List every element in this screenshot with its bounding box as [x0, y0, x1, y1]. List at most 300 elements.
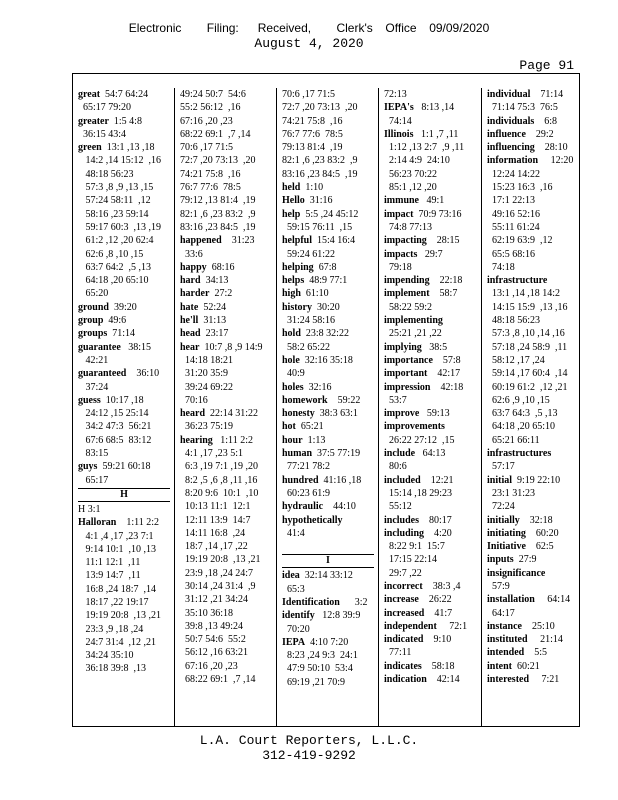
index-entry	[384, 500, 482, 513]
page-line-refs: 38:5	[421, 341, 448, 353]
page-line-refs: 83:16 ,23 84:5 ,19	[180, 221, 256, 233]
index-entry	[282, 447, 379, 460]
page-line-refs: 57:18 ,24 58:9 ,11	[487, 341, 568, 353]
page-line-refs: 1:11 2:2	[212, 434, 253, 446]
index-entry	[487, 341, 585, 354]
page-line-refs: 7:21	[529, 674, 560, 686]
index-word: ground	[78, 301, 109, 313]
index-entry	[78, 301, 178, 314]
index-word: immune	[384, 195, 419, 207]
page-line-refs: 39:24 69:22	[180, 381, 234, 393]
page-line-refs: 82:1 ,6 ,23 83:2 ,9	[180, 208, 256, 220]
index-entry	[487, 527, 585, 540]
page-line-refs: 10:13 11:1 12:1	[180, 501, 251, 513]
index-word: initiating	[487, 527, 526, 539]
page-line-refs: 65:20	[78, 288, 109, 300]
index-entry	[487, 194, 585, 207]
index-word: improve	[384, 408, 420, 420]
page-line-refs: 12:24 14:22	[487, 168, 541, 180]
page-line-refs: 22:14 31:22	[205, 408, 259, 420]
index-entry	[282, 460, 379, 473]
index-entry	[180, 154, 277, 167]
index-entry	[78, 314, 178, 327]
index-word: inputs	[487, 554, 514, 566]
page-line-refs: 39:20	[108, 301, 137, 313]
index-word: information	[487, 155, 539, 167]
index-entry	[180, 261, 277, 274]
section-letter: I	[282, 554, 374, 568]
page-line-refs: 12:21	[420, 474, 454, 486]
index-entry	[487, 208, 585, 221]
page-line-refs: 59:15 76:11 ,15	[282, 221, 353, 233]
index-word: hour	[282, 434, 303, 446]
page-line-refs: 32:16 35:18	[299, 354, 353, 366]
page-line-refs: 1:12 ,13 2:7 ,9 ,11	[384, 142, 465, 154]
index-entry	[78, 354, 178, 367]
page-line-refs: 42:21	[78, 354, 109, 366]
index-entry	[180, 593, 277, 606]
page-line-refs: 32:14 33:12	[299, 570, 353, 582]
index-entry	[180, 115, 277, 128]
page-line-refs: 70:20	[282, 623, 310, 635]
index-word: importance	[384, 354, 433, 366]
index-word: holes	[282, 381, 304, 393]
index-entry	[78, 474, 178, 487]
index-entry	[384, 514, 482, 527]
page-line-refs: 34:2 47:3 56:21	[78, 421, 152, 433]
index-entry	[78, 596, 178, 609]
index-entry	[282, 662, 379, 675]
index-entry	[282, 274, 379, 287]
index-entry	[487, 168, 585, 181]
page-line-refs: 74:18	[487, 261, 515, 273]
index-entry	[180, 194, 277, 207]
page-line-refs: 48:18 56:23	[487, 315, 541, 327]
page-line-refs: 72:7 ,20 73:13 ,20	[180, 155, 256, 167]
index-word: IEPA's	[384, 102, 414, 114]
index-entry	[487, 407, 585, 420]
index-entry	[180, 88, 277, 101]
page-line-refs: 59:14 ,17 60:4 ,14	[487, 368, 568, 380]
page-line-refs	[282, 541, 285, 552]
index-word: include	[384, 448, 416, 460]
page-line-refs: 23:8 32:22	[300, 328, 349, 340]
index-entry	[180, 660, 277, 673]
page-line-refs: 8:2 ,5 ,6 ,8 ,11 ,16	[180, 474, 258, 486]
index-entry	[384, 567, 482, 580]
index-entry	[78, 407, 178, 420]
index-entry	[282, 234, 379, 247]
index-entry	[78, 261, 178, 274]
index-entry	[180, 394, 277, 407]
index-word: helpful	[282, 235, 313, 247]
page-line-refs: 36:15 43:4	[78, 128, 127, 140]
page-line-refs: 61:2 ,12 ,20 62:4	[78, 235, 154, 247]
index-entry	[384, 128, 482, 141]
page-line-refs: 57:3 ,8 ,10 ,14 ,16	[487, 328, 565, 340]
index-word: groups	[78, 328, 108, 340]
index-entry	[282, 354, 379, 367]
index-word: green	[78, 142, 102, 154]
index-entry	[180, 434, 277, 447]
page-number: Page 91	[519, 58, 574, 73]
section-letter: H	[78, 488, 170, 502]
index-word: independent	[384, 620, 437, 632]
index-word: hypothetically	[282, 514, 343, 526]
index-word: history	[282, 301, 312, 313]
index-entry	[78, 101, 178, 114]
index-entry	[487, 460, 585, 473]
index-entry	[487, 354, 585, 367]
index-word: instituted	[487, 634, 528, 646]
page-line-refs: 60:19 61:2 ,12 ,21	[487, 381, 568, 393]
page-line-refs: 63:7 64:3 ,5 ,13	[487, 408, 558, 420]
index-entry	[384, 274, 482, 287]
index-entry	[487, 287, 585, 300]
index-entry	[384, 208, 482, 221]
page-line-refs: 8:20 9:6 10:1 ,10	[180, 487, 259, 499]
page-line-refs: 14:2 ,14 15:12 ,16	[78, 155, 162, 167]
page-line-refs: 32:16	[303, 381, 332, 393]
index-entry	[282, 623, 379, 636]
page-line-refs: 57:24 58:11 ,12	[78, 195, 151, 207]
page-line-refs: 14:11 16:8 ,24	[180, 527, 246, 539]
index-entry	[78, 662, 178, 675]
index-word: impending	[384, 275, 430, 287]
index-entry	[78, 649, 178, 662]
index-word: initial	[487, 474, 513, 486]
index-word: impact	[384, 208, 414, 220]
page-line-refs: 1:10	[300, 182, 324, 194]
page-line-refs: 17:1 22:13	[487, 195, 536, 207]
page-line-refs: 83:15	[78, 448, 109, 460]
index-entry	[487, 553, 585, 566]
index-entry	[180, 487, 277, 500]
page-line-refs: 58:2 65:22	[282, 341, 331, 353]
page-line-refs: 9:19 22:10	[512, 474, 561, 486]
page-line-refs: 56:23 70:22	[384, 168, 438, 180]
page-line-refs: 1:5 4:8	[108, 115, 142, 127]
index-entry	[282, 609, 379, 622]
index-entry	[282, 474, 379, 487]
reporter-company: L.A. Court Reporters, L.L.C.	[199, 733, 419, 748]
page-line-refs: 29:2	[525, 128, 554, 140]
index-entry	[487, 274, 585, 287]
index-entry	[487, 474, 585, 487]
page-line-refs: 11:1 12:1 ,11	[78, 557, 141, 569]
page-line-refs: 70:9 73:16	[413, 208, 462, 220]
index-entry	[384, 154, 482, 167]
index-entry	[78, 367, 178, 380]
index-word: incorrect	[384, 580, 423, 592]
index-word: hear	[180, 341, 200, 353]
page-line-refs: 37:5 77:19	[312, 448, 361, 460]
page-line-refs: 69:19 ,21 70:9	[282, 676, 346, 688]
index-entry	[78, 154, 178, 167]
page-line-refs: 49:16 52:16	[487, 208, 541, 220]
page-line-refs: 62:6 ,9 ,10 ,15	[487, 394, 550, 406]
index-word: homework	[282, 394, 328, 406]
index-entry	[78, 88, 178, 101]
index-entry	[384, 673, 482, 686]
index-entry	[384, 354, 482, 367]
page-line-refs: H 3:1	[78, 503, 101, 515]
index-entry	[282, 407, 379, 420]
page-line-refs: 12:8 39:9	[314, 610, 361, 622]
page-line-refs: 49:6	[103, 315, 127, 327]
index-word: includes	[384, 514, 420, 526]
page-line-refs: 27:2	[209, 288, 233, 300]
index-column-2	[174, 88, 277, 726]
page-line-refs: 36:23 75:19	[180, 421, 234, 433]
index-entry	[282, 261, 379, 274]
index-entry	[487, 88, 585, 101]
index-entry	[180, 381, 277, 394]
index-entry	[180, 633, 277, 646]
index-word: Identification	[282, 596, 340, 608]
page-line-refs: 41:16 ,18	[318, 474, 362, 486]
page-line-refs: 65:3	[282, 583, 305, 595]
page-line-refs: 48:9 77:1	[304, 275, 348, 287]
page-line-refs: 80:6	[384, 461, 407, 473]
page-line-refs: 16:8 ,24 18:7 ,14	[78, 583, 157, 595]
index-entry	[384, 447, 482, 460]
index-word: greater	[78, 115, 109, 127]
index-entry	[384, 527, 482, 540]
index-entry	[384, 88, 482, 101]
index-entry	[180, 367, 277, 380]
page-line-refs: 80:17	[419, 514, 452, 526]
index-entry	[282, 381, 379, 394]
index-entry	[282, 88, 379, 101]
index-word: Illinois	[384, 128, 414, 140]
page-line-refs: 77:21 78:2	[282, 461, 331, 473]
index-entry	[384, 580, 482, 593]
page-line-refs: 9:14 10:1 ,10 ,13	[78, 543, 157, 555]
index-entry	[487, 673, 585, 686]
index-word: idea	[282, 570, 300, 582]
index-word: interested	[487, 674, 530, 686]
index-entry	[282, 420, 379, 433]
page-line-refs: 31:12 ,21 34:24	[180, 594, 249, 606]
index-word: great	[78, 89, 101, 100]
index-word: human	[282, 448, 313, 460]
index-entry	[384, 261, 482, 274]
page-line-refs: 27:9	[513, 554, 537, 566]
index-entry	[384, 101, 482, 114]
index-entry	[282, 248, 379, 261]
index-entry	[384, 660, 482, 673]
index-entry	[384, 381, 482, 394]
page-line-refs: 36:18 39:8 ,13	[78, 663, 147, 675]
index-column-3	[276, 88, 379, 726]
page-line-refs: 8:22 9:1 15:7	[384, 541, 445, 553]
index-entry	[384, 301, 482, 314]
page-line-refs: 24:12 ,15 25:14	[78, 408, 149, 420]
index-word: indication	[384, 674, 427, 686]
index-entry	[384, 394, 482, 407]
index-entry	[180, 301, 277, 314]
index-entry	[180, 354, 277, 367]
page-line-refs: 6:3 ,19 7:1 ,19 ,20	[180, 461, 259, 473]
index-word: he'll	[180, 315, 199, 327]
page-line-refs	[547, 275, 550, 286]
index-entry	[180, 168, 277, 181]
index-word: included	[384, 474, 421, 486]
index-word: important	[384, 368, 428, 380]
filing-stamp: Electronic Filing: Received, Clerk's Office 09/09/2020	[128, 21, 490, 35]
page-line-refs: 39:8 ,13 49:24	[180, 620, 244, 632]
index-word: hot	[282, 421, 296, 433]
page-line-refs	[545, 568, 548, 579]
page-line-refs: 23:9 ,18 ,24 24:7	[180, 567, 254, 579]
index-entry	[487, 633, 585, 646]
index-entry	[282, 341, 379, 354]
page-line-refs: 57:8	[432, 354, 461, 366]
page-line-refs: 57:9	[487, 580, 510, 592]
page-line-refs: 58:12 ,17 ,24	[487, 354, 545, 366]
index-entry	[78, 381, 178, 394]
index-entry	[282, 327, 379, 340]
index-entry	[487, 567, 585, 580]
page-line-refs: 25:10	[522, 620, 555, 632]
index-entry	[180, 500, 277, 513]
index-word: infrastructure	[487, 275, 548, 287]
page-line-refs: 19:19 20:8 ,13 ,21	[180, 554, 261, 566]
page-line-refs: 76:7 77:6 78:5	[282, 128, 343, 140]
page-line-refs: 62:5	[525, 541, 554, 553]
index-word: hard	[180, 275, 201, 287]
index-word: impression	[384, 381, 431, 393]
index-entry	[384, 115, 482, 128]
index-entry	[282, 194, 379, 207]
index-entry	[384, 367, 482, 380]
page-line-refs: 13:1 ,14 ,18 14:2	[487, 288, 561, 300]
page-line-refs: 59:21 60:18	[97, 461, 151, 473]
page-line-refs: 58:16 ,23 59:14	[78, 208, 149, 220]
index-entry	[282, 115, 379, 128]
page-line-refs: 8:13 ,14	[413, 102, 455, 114]
index-entry	[282, 128, 379, 141]
page-line-refs: 55:12	[384, 501, 412, 513]
index-entry	[180, 208, 277, 221]
page-line-refs: 44:10	[323, 501, 356, 513]
page-line-refs: 82:1 ,6 ,23 83:2 ,9	[282, 155, 358, 167]
index-entry	[180, 248, 277, 261]
index-entry	[384, 181, 482, 194]
index-entry	[487, 660, 585, 673]
index-entry	[487, 248, 585, 261]
page-line-refs: 71:14	[530, 89, 564, 100]
index-entry	[282, 527, 379, 540]
page-line-refs: 14:15 15:9 ,13 ,16	[487, 301, 568, 313]
index-entry	[180, 420, 277, 433]
index-entry	[487, 261, 585, 274]
index-entry	[180, 540, 277, 553]
index-entry	[180, 447, 277, 460]
index-entry	[487, 141, 585, 154]
index-word: held	[282, 182, 301, 194]
page-line-refs: 54:7 64:24	[100, 89, 149, 100]
page-line-refs: 64:18 ,20 65:10	[78, 275, 149, 287]
index-entry	[180, 567, 277, 580]
reporter-phone: 312-419-9292	[262, 748, 356, 763]
page-line-refs: 31:16	[304, 195, 333, 207]
index-entry	[384, 234, 482, 247]
index-entry	[78, 221, 178, 234]
index-entry	[384, 141, 482, 154]
index-entry	[78, 434, 178, 447]
page-line-refs: 72:1	[436, 620, 468, 632]
page-line-refs: 17:15 22:14	[384, 554, 438, 566]
index-word: insignificance	[487, 567, 546, 579]
page-line-refs: 72:13	[384, 89, 407, 100]
page-line-refs: 31:24 58:16	[282, 315, 336, 327]
page-line-refs: 57:3 ,8 ,9 ,13 ,15	[78, 182, 154, 194]
index-entry	[180, 234, 277, 247]
page-line-refs: 68:22 69:1 ,7 ,14	[180, 128, 251, 140]
page-line-refs: 79:12 ,13 81:4 ,19	[180, 195, 256, 207]
index-entry	[180, 407, 277, 420]
page-line-refs: 60:20	[525, 527, 559, 539]
index-word: influencing	[487, 142, 535, 154]
index-entry	[282, 314, 379, 327]
index-entry	[487, 593, 585, 606]
index-entry	[384, 474, 482, 487]
index-entry	[78, 543, 178, 556]
index-word: hydraulic	[282, 501, 324, 513]
index-entry	[384, 327, 482, 340]
index-entry	[78, 248, 178, 261]
page-line-refs: 71:14 75:3 76:5	[487, 102, 558, 114]
index-frame	[72, 73, 580, 727]
page-line-refs: 70:6 ,17 71:5	[282, 89, 336, 100]
index-word: head	[180, 328, 201, 340]
page-line-refs: 1:13	[302, 434, 326, 446]
page-line-refs: 29:7	[417, 248, 443, 260]
index-entry	[180, 474, 277, 487]
index-word: increased	[384, 607, 425, 619]
index-entry	[282, 101, 379, 114]
index-word: hate	[180, 301, 199, 313]
index-entry	[384, 487, 482, 500]
page-line-refs: 79:13 81:4 ,19	[282, 142, 343, 154]
page-line-refs: 67:8	[313, 261, 337, 273]
page-line-refs: 31:20 35:9	[180, 368, 229, 380]
index-entry	[78, 327, 178, 340]
index-entry	[78, 274, 178, 287]
page-line-refs: 55:2 56:12 ,16	[180, 102, 241, 114]
page-line-refs: 61:10	[300, 288, 329, 300]
page-line-refs: 42:18	[430, 381, 464, 393]
index-entry	[282, 583, 379, 596]
page-line-refs: 1:1 ,7 ,11	[413, 128, 459, 140]
page-line-refs: 26:22 27:12 ,15	[384, 434, 455, 446]
page-line-refs: 15:23 16:3 ,16	[487, 182, 553, 194]
index-word: guys	[78, 461, 98, 473]
page-line-refs: 64:17	[487, 607, 515, 619]
page-line-refs: 64:14	[534, 594, 571, 606]
index-entry	[180, 514, 277, 527]
index-entry	[384, 221, 482, 234]
page-line-refs: 18:17 ,22 19:17	[78, 596, 149, 608]
page-line-refs: 23:17	[200, 328, 229, 340]
index-entry	[487, 646, 585, 659]
page-line-refs: 65:21	[295, 421, 324, 433]
page-line-refs: 32:18	[519, 514, 553, 526]
page-line-refs	[343, 515, 346, 526]
page-line-refs: 67:16 ,20 ,23	[180, 660, 238, 672]
